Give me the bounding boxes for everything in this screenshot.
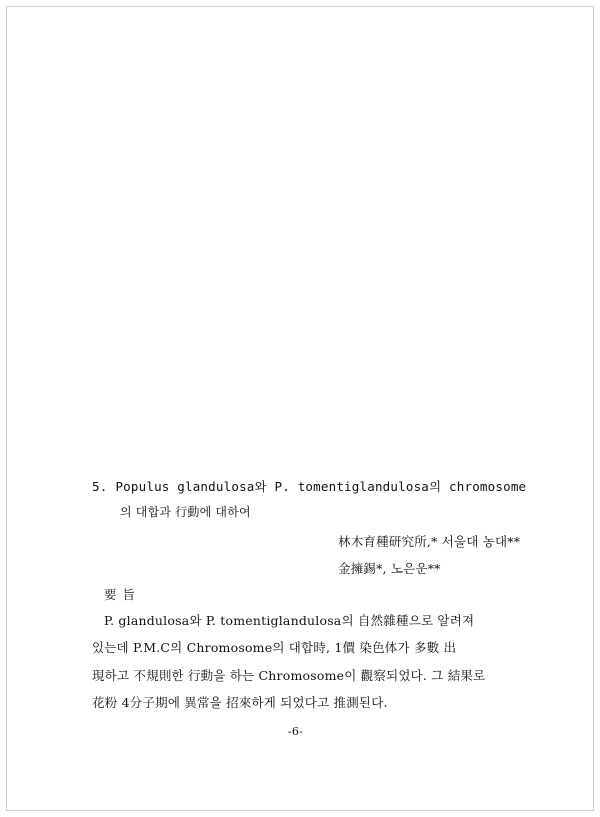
paper-title [92, 477, 526, 495]
page-number: -6- [288, 725, 304, 738]
title-text: Populus glandulosa와 P. tomentiglandulosa의 chromosome [115, 479, 527, 494]
abstract-heading: 要旨 [104, 587, 142, 602]
abstract-line-4: 花粉 4分子期에 異常을 招來하게 되었다고 推測된다. [92, 695, 388, 710]
abstract-line-1: P. glandulosa와 P. tomentiglandulosa의 自然雜種으로 알려져 [104, 613, 475, 628]
paper-subtitle: 의 대합과 行動에 대하여 [120, 505, 251, 519]
abstract-line-3: 現하고 不規則한 行動을 하는 Chromosome이 觀察되었다. 그 結果로 [92, 668, 486, 683]
authors: 金擁錫*, 노은운** [338, 561, 441, 576]
affiliation: 林木育種研究所,* 서울대 농대** [338, 534, 521, 549]
page-frame [6, 6, 594, 811]
section-number: 5. [92, 479, 108, 494]
abstract-line-2: 있는데 P.M.C의 Chromosome의 대합時, 1價 染色体가 多數 出 [92, 640, 457, 655]
